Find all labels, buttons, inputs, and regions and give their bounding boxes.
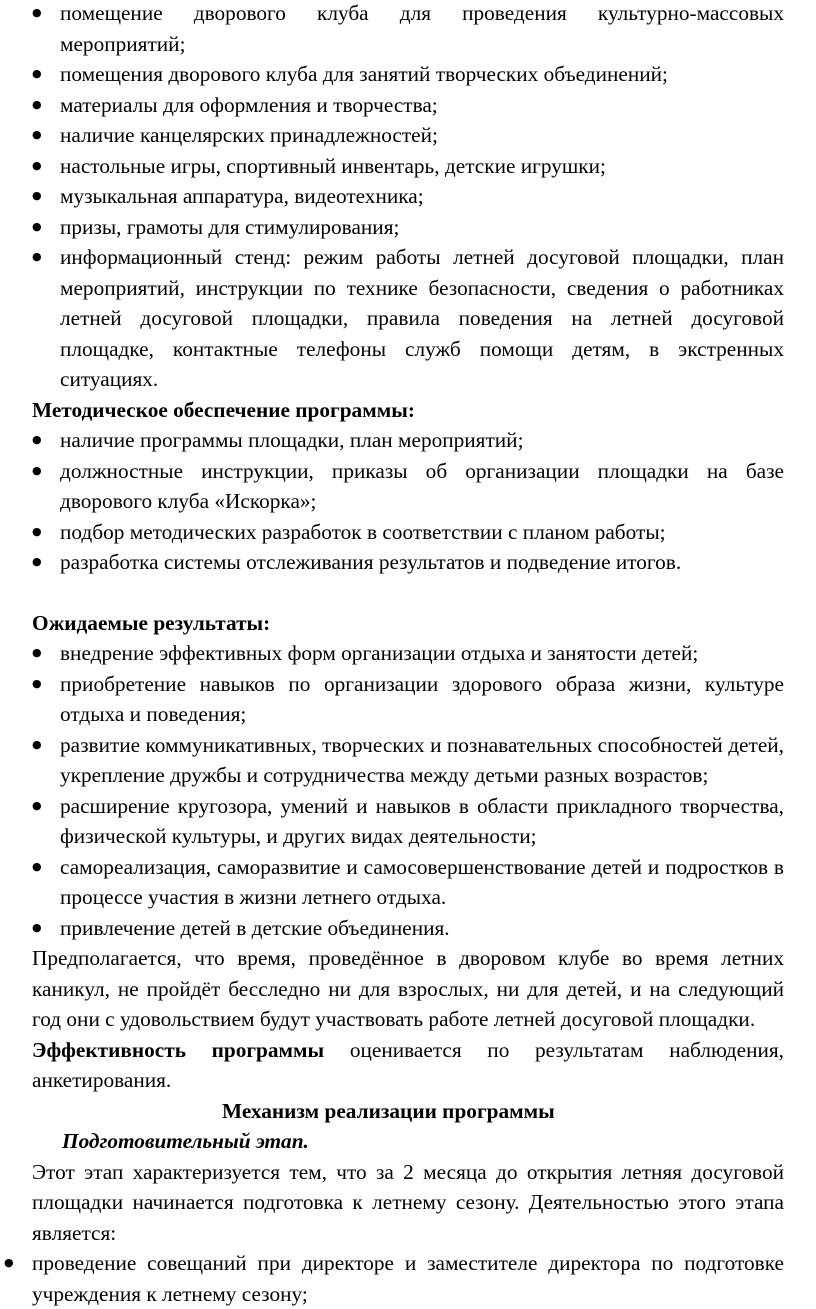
method-list [32, 425, 784, 578]
list-item: ● приобретение навыков по организации здорового образа жизни, культуре отдыха и поведения; [32, 669, 784, 730]
list-item: ● настольные игры, спортивный инвентарь, детские игрушки; [32, 151, 784, 182]
list-item: ● внедрение эффективных форм организации отдыха и занятости детей; [32, 638, 784, 669]
list-item: ● расширение кругозора, умений и навыков в области прикладного творчества, физической культуры, и других видах деятельности; [32, 791, 784, 852]
results-list [32, 638, 784, 943]
list-item: ● привлечение детей в детские объединения. [32, 913, 784, 944]
list-item: ● проведение совещаний при директоре и заместителе директора по подготовке учреждения к летнему сезону; [4, 1248, 784, 1309]
list-item: ● призы, грамоты для стимулирования; [32, 212, 784, 243]
list-item: ● наличие канцелярских принадлежностей; [32, 120, 784, 151]
mechanism-heading: Механизм реализации программы [222, 1098, 555, 1123]
list-item: ● помещения дворового клуба для занятий творческих объединений; [32, 59, 784, 90]
paragraph-text: Этот этап характеризуется тем, что за 2 месяца до открытия летняя досуговой площадки начинается подготовка к летнему сезону. Деятельностью этого этапа является: [32, 1159, 784, 1245]
paragraph [32, 943, 784, 1035]
paragraph-text: Предполагается, что время, проведённое в дворовом клубе во время летних каникул, не пройдёт бесследно ни для взрослых, ни для детей, и на следующий год они с удовольствием будут участвовать работе летней досуговой площадки. [32, 946, 784, 1031]
paragraph [32, 1035, 784, 1096]
list-item: ● должностные инструкции, приказы об организации площадки на базе дворового клуба «Искорка»; [32, 456, 784, 517]
results-heading: Ожидаемые результаты: [32, 610, 271, 635]
list-item: ● подбор методических разработок в соответствии с планом работы; [32, 517, 784, 548]
list-item: ● музыкальная аппаратура, видеотехника; [32, 181, 784, 212]
paragraph-text: оценивается по результатам наблюдения, анкетирования. [32, 1037, 785, 1092]
list-item: ● информационный стенд: режим работы летней досуговой площадки, план мероприятий, инструкции по технике безопасности, сведения о работниках летней досуговой площадки, правила поведения на летней досуговой площадке, контактные телефоны служб помощи детям, в экстренных ситуациях. [32, 242, 784, 395]
list-item: ● помещение дворового клуба для проведения культурно-массовых мероприятий; [32, 0, 784, 59]
list-item: ● материалы для оформления и творчества; [32, 90, 784, 121]
list-item: ● самореализация, саморазвитие и самосовершенствование детей и подростков в процессе участия в жизни летнего отдыха. [32, 852, 784, 913]
spacer [32, 578, 784, 608]
list-item: ● разработка системы отслеживания результатов и подведение итогов. [32, 547, 784, 578]
list-item: ● развитие коммуникативных, творческих и познавательных способностей детей, укрепление дружбы и сотрудничества между детьми разных возрастов; [32, 730, 784, 791]
list-item: ● наличие программы площадки, план мероприятий; [32, 425, 784, 456]
bold-text: Эффективность программы [32, 1037, 325, 1062]
stage-list [4, 1248, 784, 1309]
method-heading: Методическое обеспечение программы: [32, 397, 415, 422]
stage-heading: Подготовительный этап. [62, 1129, 309, 1153]
resources-list [32, 0, 784, 395]
paragraph [32, 1157, 784, 1249]
